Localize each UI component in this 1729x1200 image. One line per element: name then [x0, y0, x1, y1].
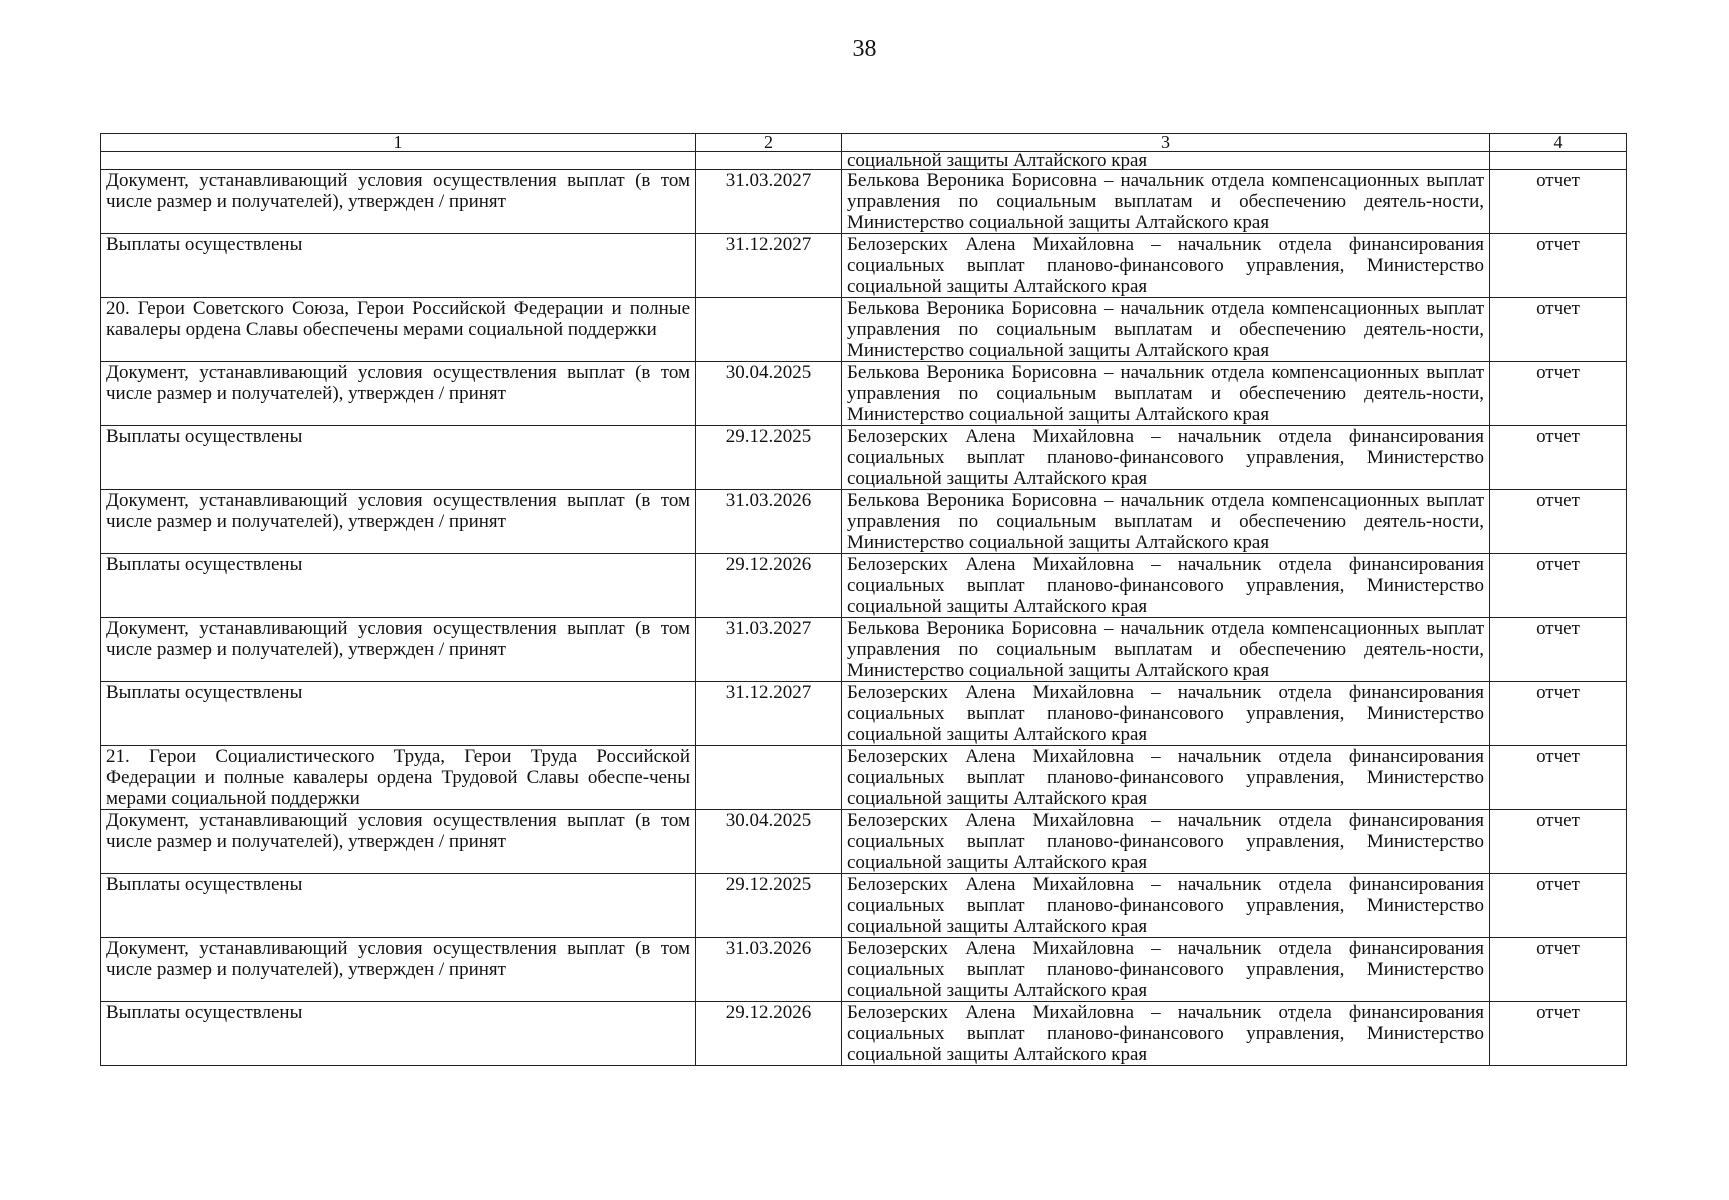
cell-responsible: Белозерских Алена Михайловна – начальник отдела финансирования социальных выплат планово-финансового управления, Министерство социальной защиты Алтайского края: [842, 938, 1490, 1002]
table-row: [101, 298, 1627, 362]
cell-date: 31.03.2026: [696, 938, 842, 1002]
cell-responsible: Белькова Вероника Борисовна – начальник отдела компенсационных выплат управления по социальным выплатам и обеспечению деятель-ности, Министерство социальной защиты Алтайского края: [842, 490, 1490, 554]
header-cell-2: 2: [696, 134, 842, 152]
cell-event: Документ, устанавливающий условия осуществления выплат (в том числе размер и получателей), утвержден / принят: [101, 618, 696, 682]
cell-date: 29.12.2025: [696, 426, 842, 490]
table-row: [101, 362, 1627, 426]
cell-responsible: Белькова Вероника Борисовна – начальник отдела компенсационных выплат управления по социальным выплатам и обеспечению деятель-ности, Министерство социальной защиты Алтайского края: [842, 298, 1490, 362]
cell-event: Документ, устанавливающий условия осуществления выплат (в том числе размер и получателей), утвержден / принят: [101, 938, 696, 1002]
cell-event: Выплаты осуществлены: [101, 1002, 696, 1066]
cell-date: [696, 746, 842, 810]
cell-responsible: Белозерских Алена Михайловна – начальник отдела финансирования социальных выплат планово-финансового управления, Министерство социальной защиты Алтайского края: [842, 554, 1490, 618]
cell-responsible: Белозерских Алена Михайловна – начальник отдела финансирования социальных выплат планово-финансового управления, Министерство социальной защиты Алтайского края: [842, 234, 1490, 298]
cell-responsible: Белькова Вероника Борисовна – начальник отдела компенсационных выплат управления по социальным выплатам и обеспечению деятель-ности, Министерство социальной защиты Алтайского края: [842, 618, 1490, 682]
cell-event: Выплаты осуществлены: [101, 554, 696, 618]
cell-document-type: отчет: [1490, 234, 1627, 298]
cell-event: Документ, устанавливающий условия осуществления выплат (в том числе размер и получателей), утвержден / принят: [101, 170, 696, 234]
cell-date: 30.04.2025: [696, 810, 842, 874]
cell-event: Документ, устанавливающий условия осуществления выплат (в том числе размер и получателей), утвержден / принят: [101, 490, 696, 554]
cell-document-type: отчет: [1490, 1002, 1627, 1066]
cell-document-type: отчет: [1490, 490, 1627, 554]
cell-date: 29.12.2026: [696, 1002, 842, 1066]
cell-document-type: отчет: [1490, 874, 1627, 938]
cell-responsible: Белькова Вероника Борисовна – начальник отдела компенсационных выплат управления по социальным выплатам и обеспечению деятель-ности, Министерство социальной защиты Алтайского края: [842, 362, 1490, 426]
cell-responsible: Белозерских Алена Михайловна – начальник отдела финансирования социальных выплат планово-финансового управления, Министерство социальной защиты Алтайского края: [842, 874, 1490, 938]
header-cell-1: 1: [101, 134, 696, 152]
header-cell-4: 4: [1490, 134, 1627, 152]
table-row: [101, 618, 1627, 682]
cell-date: 29.12.2025: [696, 874, 842, 938]
cell-event: Выплаты осуществлены: [101, 682, 696, 746]
cell-date: 30.04.2025: [696, 362, 842, 426]
header-cell-3: 3: [842, 134, 1490, 152]
continuation-row: [101, 152, 1627, 170]
cell-document-type: отчет: [1490, 682, 1627, 746]
cell-document-type: отчет: [1490, 554, 1627, 618]
cell-date: 31.12.2027: [696, 682, 842, 746]
cell-document-type: отчет: [1490, 362, 1627, 426]
table-row: [101, 170, 1627, 234]
cell-event: 20. Герои Советского Союза, Герои Российской Федерации и полные кавалеры ордена Славы обеспечены мерами социальной поддержки: [101, 298, 696, 362]
cell-event: Выплаты осуществлены: [101, 426, 696, 490]
table-row: [101, 874, 1627, 938]
table-body: [101, 134, 1627, 1066]
table-row: [101, 746, 1627, 810]
table-row: [101, 554, 1627, 618]
cell-document-type: отчет: [1490, 746, 1627, 810]
cell-date: [696, 152, 842, 170]
cell-event: 21. Герои Социалистического Труда, Герои Труда Российской Федерации и полные кавалеры ордена Трудовой Славы обеспе-чены мерами социальной поддержки: [101, 746, 696, 810]
cell-responsible: Белозерских Алена Михайловна – начальник отдела финансирования социальных выплат планово-финансового управления, Министерство социальной защиты Алтайского края: [842, 746, 1490, 810]
cell-responsible: Белькова Вероника Борисовна – начальник отдела компенсационных выплат управления по социальным выплатам и обеспечению деятель-ности, Министерство социальной защиты Алтайского края: [842, 170, 1490, 234]
table-row: [101, 490, 1627, 554]
schedule-table: [100, 133, 1627, 1066]
table-row: [101, 234, 1627, 298]
cell-responsible: Белозерских Алена Михайловна – начальник отдела финансирования социальных выплат планово-финансового управления, Министерство социальной защиты Алтайского края: [842, 1002, 1490, 1066]
cell-document-type: отчет: [1490, 938, 1627, 1002]
cell-responsible: Белозерских Алена Михайловна – начальник отдела финансирования социальных выплат планово-финансового управления, Министерство социальной защиты Алтайского края: [842, 426, 1490, 490]
cell-event: Документ, устанавливающий условия осуществления выплат (в том числе размер и получателей), утвержден / принят: [101, 810, 696, 874]
table-row: [101, 682, 1627, 746]
cell-date: [696, 298, 842, 362]
cell-responsible: Белозерских Алена Михайловна – начальник отдела финансирования социальных выплат планово-финансового управления, Министерство социальной защиты Алтайского края: [842, 682, 1490, 746]
cell-responsible: социальной защиты Алтайского края: [842, 152, 1490, 170]
cell-date: 31.12.2027: [696, 234, 842, 298]
table-row: [101, 810, 1627, 874]
cell-event: Документ, устанавливающий условия осуществления выплат (в том числе размер и получателей), утвержден / принят: [101, 362, 696, 426]
header-row: [101, 134, 1627, 152]
cell-document-type: отчет: [1490, 170, 1627, 234]
cell-document-type: отчет: [1490, 426, 1627, 490]
cell-document-type: отчет: [1490, 810, 1627, 874]
cell-document-type: отчет: [1490, 298, 1627, 362]
cell-responsible: Белозерских Алена Михайловна – начальник отдела финансирования социальных выплат планово-финансового управления, Министерство социальной защиты Алтайского края: [842, 810, 1490, 874]
cell-event: [101, 152, 696, 170]
cell-document-type: [1490, 152, 1627, 170]
cell-date: 31.03.2027: [696, 170, 842, 234]
cell-date: 31.03.2027: [696, 618, 842, 682]
page-number: 38: [852, 36, 877, 62]
cell-date: 29.12.2026: [696, 554, 842, 618]
cell-document-type: отчет: [1490, 618, 1627, 682]
table-row: [101, 426, 1627, 490]
cell-event: Выплаты осуществлены: [101, 234, 696, 298]
table-row: [101, 1002, 1627, 1066]
cell-date: 31.03.2026: [696, 490, 842, 554]
table-row: [101, 938, 1627, 1002]
cell-event: Выплаты осуществлены: [101, 874, 696, 938]
